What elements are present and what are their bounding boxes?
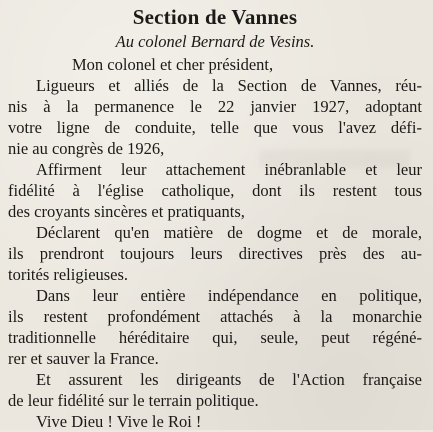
text-line: votre ligne de conduite, telle que vous l'avez défi- (8, 118, 422, 137)
text-line: rer et sauver la France. (8, 349, 159, 368)
text-line: de leur fidélité sur le terrain politique. (8, 391, 259, 410)
text-line: torités religieuses. (8, 265, 129, 284)
text-line: Et assurent les dirigeants de l'Action française (36, 370, 422, 389)
text-line: nis à la permanence le 22 janvier 1927, adoptant (8, 97, 422, 116)
article-subtitle: Au colonel Bernard de Vesins. (115, 32, 315, 51)
text-line: ils prendront toujours leurs directives près des au- (8, 244, 422, 263)
article (8, 4, 422, 432)
text-line: ils restent profondément attachés à la monarchie (8, 307, 422, 326)
text-line: Ligueurs et alliés de la Section de Vannes, réu- (36, 76, 422, 95)
text-line: Affirment leur attachement inébranlable et leur (36, 160, 422, 179)
text-line: des croyants sincères et pratiquants, (8, 202, 245, 221)
text-line: nie au congrès de 1926, (8, 139, 165, 158)
article-title: Section de Vannes (132, 5, 298, 29)
text-line: fidélité à l'église catholique, dont ils restent tous (8, 181, 422, 200)
text-line: Dans leur entière indépendance en politique, (36, 286, 422, 305)
text-line: Vive Dieu ! Vive le Roi ! (36, 412, 202, 431)
text-line: Déclarent qu'en matière de dogme et de morale, (36, 223, 422, 242)
text-line: traditionnelle héréditaire qui, seule, peut régéné- (8, 328, 422, 347)
article-body (8, 54, 422, 432)
text-line: Mon colonel et cher président, (72, 55, 274, 74)
